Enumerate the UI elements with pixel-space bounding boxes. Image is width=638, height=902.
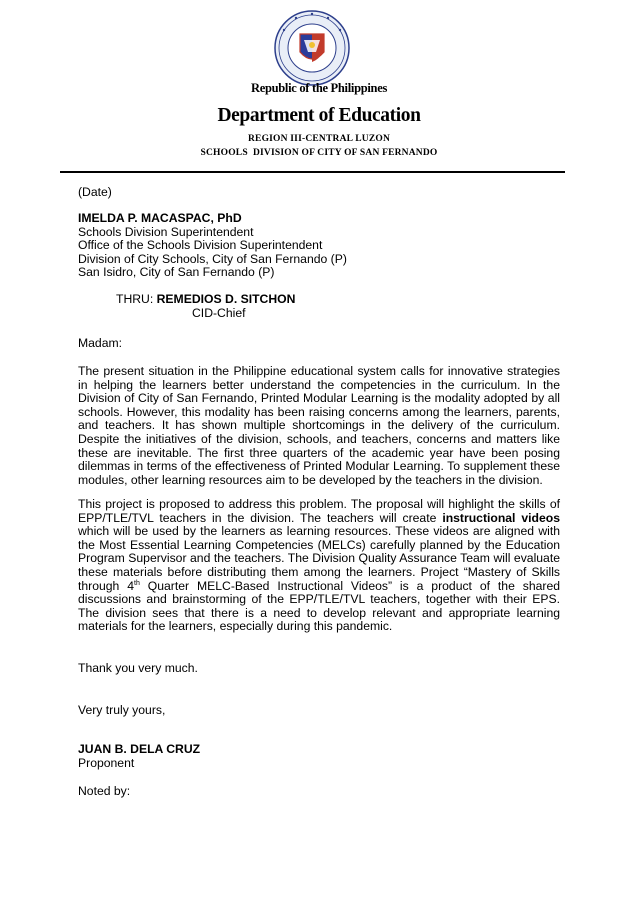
addressee-block xyxy=(78,212,560,280)
addressee-office: Office of the Schools Division Superintendent xyxy=(78,238,323,253)
paragraph-2-part1: This project is proposed to address this problem. The proposal will highlight the skills of EPP/TLE/TVL teachers in the division. The teachers will create xyxy=(78,497,560,525)
paragraph-2-sup: th xyxy=(134,579,140,587)
thru-title: CID-Chief xyxy=(192,306,246,320)
closing-thanks: Thank you very much. xyxy=(78,661,198,675)
signatory-role: Proponent xyxy=(78,755,135,770)
salutation: Madam: xyxy=(78,336,123,350)
division-heading: SCHOOLS DIVISION OF CITY OF SAN FERNANDO xyxy=(200,148,438,158)
region-heading: REGION III-CENTRAL LUZON xyxy=(247,134,391,144)
signature-block xyxy=(78,743,560,770)
thru-label: THRU: xyxy=(116,292,157,306)
thru-line xyxy=(116,293,516,307)
addressee-division: Division of City Schools, City of San Fernando (P) xyxy=(78,251,347,266)
signatory-name: JUAN B. DELA CRUZ xyxy=(78,742,201,756)
paragraph-2-part2: which will be used by the learners as learning resources. These videos are aligned with the Most Essential Learning Competencies (MELCs) carefully planned by the Education Program Supervisor and the teachers. The Division Quality Assurance Team will evaluate these materials before distributing them among the learners. Project “Mastery of Skills through 4 xyxy=(78,524,560,593)
addressee-name: IMELDA P. MACASPAC, PhD xyxy=(78,211,242,225)
paragraph-2-bold: instructional videos xyxy=(442,510,560,525)
closing-line: Very truly yours, xyxy=(78,703,166,717)
noted-by: Noted by: xyxy=(78,784,131,798)
paragraph-2 xyxy=(78,498,560,634)
deped-seal xyxy=(268,10,356,86)
addressee-address: San Isidro, City of San Fernando (P) xyxy=(78,265,275,280)
paragraph-2-part3: Quarter MELC-Based Instructional Videos” is a product of the shared discussions and brainstorming of the EPP/TLE/TVL teachers, together with their EPS. The division sees that there is a need to develop relevant and appropriate learning materials for the learners, especially during this pandemic. xyxy=(78,578,560,634)
republic-heading: Republic of the Philippines xyxy=(250,81,388,95)
addressee-title: Schools Division Superintendent xyxy=(78,224,254,239)
header-divider xyxy=(60,171,565,173)
thru-name: REMEDIOS D. SITCHON xyxy=(156,292,296,306)
paragraph-1: The present situation in the Philippine educational system calls for innovative strategies in helping the learners better understand the competencies in the curriculum. In the Division of City of San Fernando, Printed Modular Learning is the modality adopted by all schools. However, this modality has been raising concerns among the learners, parents, and teachers. It has shown multiple shortcomings in the delivery of the curriculum. Despite the initiatives of the division, schools, and teachers, concerns and matters like these are inevitable. The first three quarters of the academic year have been posing dilemmas in terms of the effectiveness of Printed Modular Learning. To supplement these modules, other learning resources aim to be developed by the teachers in the division. xyxy=(78,364,560,487)
date-line: (Date) xyxy=(78,185,112,199)
department-heading: Department of Education xyxy=(217,105,421,126)
